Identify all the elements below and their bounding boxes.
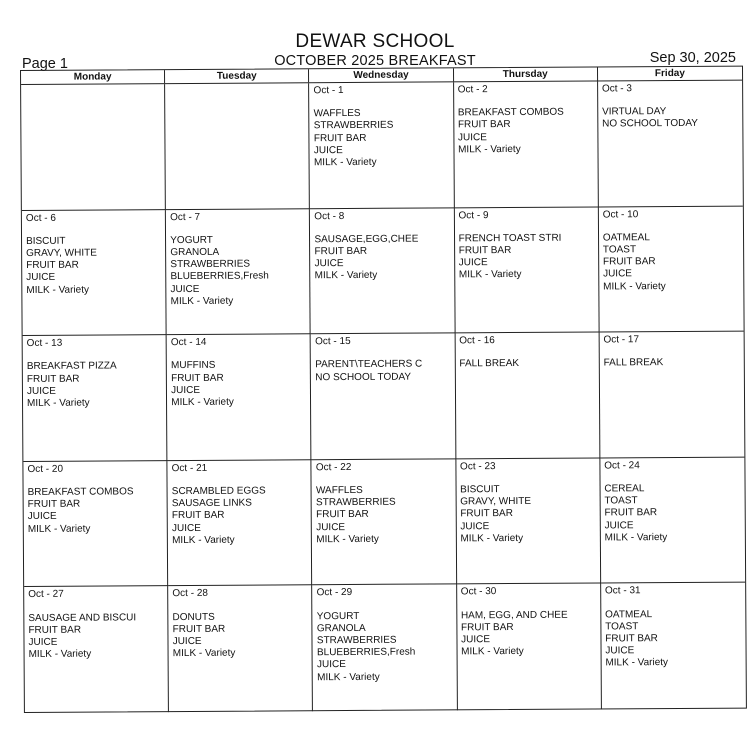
menu-item: JUICE	[603, 268, 632, 280]
menu-item: TOAST	[605, 621, 639, 633]
day-cell	[311, 334, 456, 460]
day-cell	[21, 84, 166, 210]
menu-item: YOGURT	[316, 610, 360, 622]
menu-item: STRAWBERRIES	[316, 634, 397, 647]
menu-item: WAFFLES	[315, 484, 363, 497]
menu-item: JUICE	[316, 521, 346, 533]
weekday-friday: Friday	[654, 67, 685, 80]
weekday-monday: Monday	[21, 70, 165, 84]
menu-item: FRUIT BAR	[313, 132, 367, 144]
menu-item: CEREAL	[604, 483, 645, 495]
menu-item: MILK - Variety	[313, 156, 377, 169]
menu-item: HAM, EGG, AND CHEE	[460, 609, 568, 621]
day-cell	[454, 207, 599, 333]
weekday-thursday: Thursday	[454, 67, 598, 81]
menu-item: OATMEAL	[605, 608, 653, 621]
menu-item: FRUIT BAR	[171, 510, 225, 522]
menu-item: MILK - Variety	[605, 657, 669, 669]
menu-item: BLUEBERRIES,Fresh	[170, 270, 269, 283]
menu-item: MILK - Variety	[460, 532, 524, 545]
day-date: Oct - 31	[604, 585, 641, 597]
day-cell	[168, 586, 313, 712]
menu-item: WAFFLES	[313, 108, 361, 120]
day-cell	[456, 458, 601, 584]
day-cell	[600, 457, 745, 583]
menu-item: FRUIT BAR	[26, 259, 79, 272]
day-cell	[22, 210, 167, 336]
menu-item: OATMEAL	[602, 231, 650, 244]
menu-item: JUICE	[171, 522, 201, 534]
menu-item: JUICE	[460, 520, 490, 532]
menu-item: STRAWBERRIES	[316, 496, 396, 509]
day-date: Oct - 15	[315, 336, 351, 348]
menu-item: TOAST	[602, 244, 637, 256]
day-date: Oct - 24	[604, 460, 640, 472]
menu-item: FRUIT BAR	[457, 119, 511, 131]
menu-item: NO SCHOOL TODAY	[315, 371, 412, 383]
day-date: Oct - 16	[459, 335, 495, 347]
day-date: Oct - 9	[458, 209, 489, 221]
menu-item: VIRTUAL DAY	[602, 106, 667, 118]
menu-item: MILK - Variety	[27, 523, 91, 535]
menu-item: FRENCH TOAST STRI	[458, 232, 562, 245]
school-name: DEWAR SCHOOL	[295, 31, 455, 52]
menu-item: DONUTS	[172, 611, 215, 623]
day-date: Oct - 28	[172, 588, 209, 600]
menu-item: FRUIT BAR	[26, 373, 80, 385]
menu-item: BREAKFAST COMBOS	[457, 106, 564, 119]
menu-item: TOAST	[604, 495, 638, 507]
day-date: Oct - 1	[313, 85, 344, 97]
menu-item: GRANOLA	[316, 622, 366, 634]
menu-item: MILK - Variety	[172, 647, 236, 660]
menu-item: FRUIT BAR	[171, 372, 224, 384]
day-date: Oct - 3	[601, 83, 632, 95]
page-number: Page 1	[22, 56, 68, 72]
day-date: Oct - 14	[170, 337, 207, 349]
day-cell	[167, 334, 312, 460]
menu-item: FRUIT BAR	[316, 509, 369, 521]
menu-item: MILK - Variety	[461, 646, 524, 658]
menu-item: JUICE	[605, 645, 635, 657]
menu-item: FRUIT BAR	[27, 498, 81, 511]
menu-item: FRUIT BAR	[602, 256, 656, 268]
day-cell	[598, 81, 743, 207]
menu-item: BLUEBERRIES,Fresh	[316, 646, 416, 659]
menu-item: JUICE	[314, 258, 344, 270]
day-cell	[166, 209, 311, 335]
weekday-wednesday: Wednesday	[309, 68, 453, 82]
menu-item: MILK - Variety	[171, 396, 234, 409]
menu-item: SAUSAGE,EGG,CHEE	[314, 233, 419, 246]
menu-item: JUICE	[171, 384, 201, 396]
menu-item: GRAVY, WHITE	[26, 247, 97, 259]
menu-item: SCRAMBLED EGGS	[171, 485, 266, 498]
calendar-grid	[21, 81, 746, 713]
day-cell	[310, 208, 455, 334]
menu-item: GRAVY, WHITE	[460, 496, 532, 508]
menu-item: JUICE	[458, 257, 488, 269]
menu-item: SAUSAGE LINKS	[171, 497, 252, 510]
day-cell	[599, 206, 744, 332]
menu-item: FALL BREAK	[459, 358, 520, 370]
menu-item: JUICE	[316, 659, 346, 671]
day-date: Oct - 7	[170, 211, 201, 223]
day-date: Oct - 8	[314, 210, 345, 222]
day-cell	[313, 585, 458, 711]
day-cell	[455, 333, 600, 459]
day-date: Oct - 17	[603, 334, 640, 346]
day-cell	[309, 82, 454, 208]
menu-item: SAUSAGE AND BISCUI	[28, 611, 137, 624]
day-date: Oct - 27	[28, 589, 64, 601]
menu-item: STRAWBERRIES	[313, 120, 394, 132]
menu-item: MILK - Variety	[172, 534, 235, 546]
menu-item: FRUIT BAR	[458, 245, 512, 257]
menu-item: NO SCHOOL TODAY	[602, 118, 698, 130]
day-cell	[165, 83, 310, 209]
day-cell	[168, 460, 313, 586]
menu-item: MUFFINS	[170, 360, 216, 372]
menu-item: JUICE	[26, 385, 56, 397]
menu-item: PARENT\TEACHERS C	[315, 358, 423, 371]
menu-item: MILK - Variety	[458, 143, 521, 156]
menu-item: BISCUIT	[460, 484, 500, 496]
menu-item: MILK - Variety	[170, 295, 234, 307]
menu-item: JUICE	[172, 635, 202, 648]
menu-item: FRUIT BAR	[605, 633, 658, 645]
menu-item: FRUIT BAR	[460, 621, 514, 634]
menu-calendar	[20, 66, 747, 713]
day-cell	[457, 584, 602, 710]
menu-item: JUICE	[604, 519, 634, 532]
menu-item: JUICE	[170, 283, 200, 295]
day-date: Oct - 30	[460, 586, 497, 598]
menu-item: MILK - Variety	[604, 531, 668, 544]
menu-item: JUICE	[461, 634, 491, 646]
day-cell	[454, 81, 599, 207]
menu-item: JUICE	[28, 636, 58, 648]
menu-item: FALL BREAK	[603, 357, 664, 369]
print-date: Sep 30, 2025	[649, 50, 736, 66]
menu-item: JUICE	[313, 144, 343, 157]
menu-item: JUICE	[27, 511, 57, 523]
menu-item: MILK - Variety	[28, 648, 92, 661]
day-date: Oct - 29	[316, 587, 353, 599]
menu-item: BREAKFAST COMBOS	[27, 486, 134, 498]
menu-title: OCTOBER 2025 BREAKFAST	[274, 53, 476, 69]
menu-item: MILK - Variety	[26, 284, 89, 296]
menu-item: STRAWBERRIES	[170, 258, 251, 271]
menu-item: FRUIT BAR	[28, 624, 82, 636]
menu-item: MILK - Variety	[458, 269, 522, 281]
day-date: Oct - 10	[602, 208, 639, 221]
day-cell	[312, 459, 457, 585]
menu-item: MILK - Variety	[317, 671, 380, 683]
menu-item: BISCUIT	[26, 235, 66, 247]
day-date: Oct - 6	[25, 212, 56, 224]
menu-item: JUICE	[457, 131, 487, 143]
day-cell	[599, 332, 744, 458]
menu-item: FRUIT BAR	[314, 245, 368, 258]
day-cell	[23, 335, 168, 461]
menu-item: FRUIT BAR	[172, 623, 226, 635]
menu-item: YOGURT	[170, 234, 213, 246]
weekday-tuesday: Tuesday	[165, 69, 309, 83]
menu-item: MILK - Variety	[316, 533, 379, 546]
day-date: Oct - 22	[315, 461, 352, 473]
day-cell	[23, 461, 168, 587]
menu-item: MILK - Variety	[603, 280, 666, 293]
day-cell	[601, 583, 746, 709]
menu-item: FRUIT BAR	[604, 507, 658, 519]
menu-item: MILK - Variety	[27, 397, 90, 409]
day-date: Oct - 23	[459, 460, 496, 473]
menu-item: BREAKFAST PIZZA	[26, 360, 117, 373]
menu-item: GRANOLA	[170, 246, 220, 259]
menu-item: FRUIT BAR	[460, 508, 513, 520]
menu-item: MILK - Variety	[314, 270, 378, 282]
day-cell	[24, 586, 169, 712]
day-date: Oct - 13	[26, 337, 63, 350]
day-date: Oct - 2	[457, 84, 488, 96]
day-date: Oct - 21	[171, 462, 208, 474]
menu-item: JUICE	[26, 272, 56, 284]
day-date: Oct - 20	[27, 463, 64, 475]
